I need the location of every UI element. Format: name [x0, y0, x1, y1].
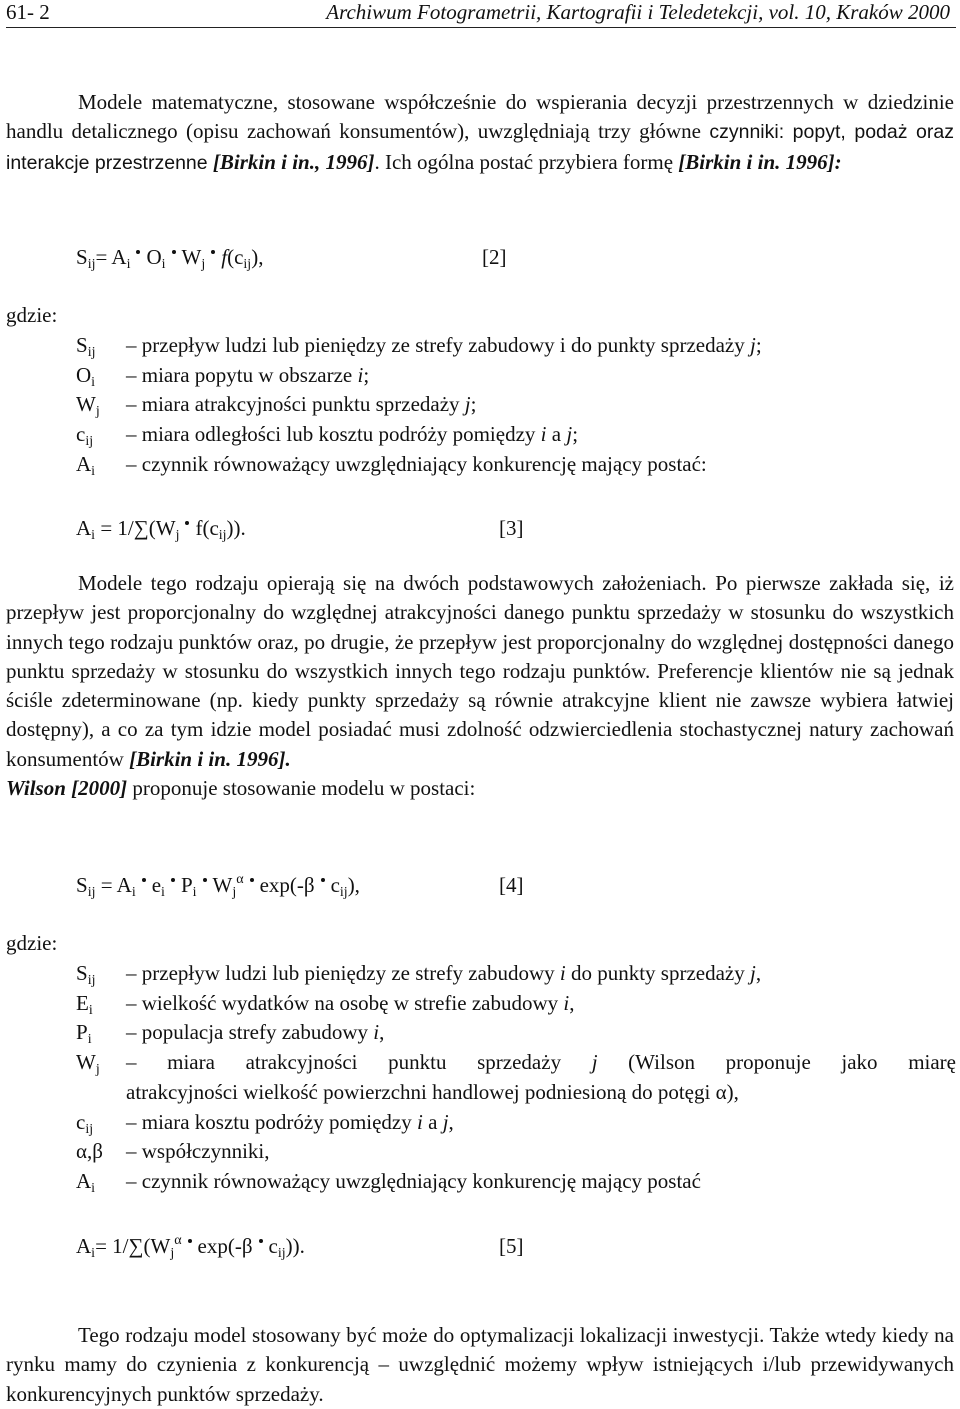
page-number: 61- 2 [6, 0, 50, 24]
equation-number: [4] [499, 873, 524, 897]
equation-number: [5] [499, 1234, 524, 1258]
definition-symbol: α,β [76, 1139, 103, 1164]
intro-text: Modele matematyczne, stosowane współcześnie do wspierania decyzji przestrzennych w dziedzinie handlu detalicznego (opisu zachowań konsumentów), uwzględniają trzy główne [6, 90, 954, 144]
definition-symbol: $c_{ij}$ [76, 422, 94, 450]
equation-number: [2] [482, 245, 507, 269]
body-paragraph: Tego rodzaju model stosowany być może do optymalizacji lokalizacji inwestycji. Także wtedy kiedy na rynku mamy do czynienia z konkurencją – uwzględnić możemy wpływ istniejących i/lub przewidywanych konkurencyjnych punktów sprzedaży. [6, 1323, 954, 1406]
header-rule [6, 27, 956, 28]
equation-5: $A_i= 1/\sum(W_j^\alpha$ exp(-β $c_{ij}$)). [76, 1233, 305, 1261]
definition-symbol: $c_{ij}$ [76, 1109, 94, 1137]
definition-item [76, 420, 956, 450]
definition-symbol: $S_{ij}$ [76, 961, 96, 988]
definition-text: – miara popytu w obszarze i; [126, 362, 370, 387]
equation-2: $S_{ij}= A_i$ $O_i$ $W_j$ $f(c_{ij})$, [76, 245, 264, 272]
equation-3: $A_i = 1/\sum(W_j$ $f(c_{ij})$). [76, 516, 246, 543]
definition-item [76, 1108, 956, 1138]
definition-text: – czynnik równoważący uwzględniający konkurencję mający postać: [126, 451, 707, 476]
where-label: gdzie: [6, 303, 58, 327]
definition-text: – miara atrakcyjności punktu sprzedaży j; [126, 392, 477, 417]
definition-item [76, 1167, 956, 1197]
intro-paragraph [6, 88, 954, 178]
definition-item [76, 1078, 956, 1108]
definition-symbol: $W_j$ [76, 392, 100, 420]
definition-item [76, 1048, 956, 1078]
definition-symbol: $E_i$ [76, 990, 93, 1018]
definition-item [76, 390, 956, 420]
definition-text: – miara odległości lub kosztu podróży pomiędzy i a j; [126, 422, 579, 447]
definition-symbol: $P_i$ [76, 1020, 92, 1048]
citation: Wilson [2000] [6, 776, 128, 801]
where-label: gdzie: [6, 931, 58, 955]
equation-4: $S_{ij} = A_i$ $e_i$ $P_i$ $W_j^\alpha$ exp(-β $c_{ij}$), [76, 872, 360, 900]
definition-item [76, 1137, 956, 1167]
running-header [6, 0, 956, 24]
definition-symbol: $A_i$ [76, 451, 96, 479]
definition-item [76, 450, 956, 480]
definition-symbol: $A_i$ [76, 1168, 96, 1196]
definition-text: – czynnik równoważący uwzględniający konkurencję mający postać [126, 1168, 701, 1193]
definition-symbol: $O_i$ [76, 362, 96, 390]
equation-number: [3] [499, 516, 524, 540]
definition-symbol: $W_j$ [76, 1050, 100, 1078]
definition-item [76, 959, 956, 989]
citation: [Birkin i in. 1996]. [129, 746, 291, 771]
intro-text-sans: czynniki: popyt, podaż oraz interakcje przestrzenne [6, 121, 954, 174]
definition-text: – przepływ ludzi lub pieniędzy ze strefy zabudowy i do punkty sprzedaży j; [126, 333, 762, 357]
definition-text: – populacja strefy zabudowy i, [126, 1020, 385, 1045]
definition-text: – miara atrakcyjności punktu sprzedaży j (Wilson proponuje jako miarę [126, 1050, 956, 1075]
citation: [Birkin i in., 1996] [212, 149, 375, 174]
definition-item [76, 331, 956, 361]
citation: [Birkin i in. 1996]: [678, 149, 842, 174]
journal-title: Archiwum Fotogrametrii, Kartografii i Teledetekcji, vol. 10, Kraków 2000 [326, 0, 950, 24]
intro-text-2: . Ich ogólna postać przybiera formę [374, 149, 679, 174]
definition-text: – wielkość wydatków na osobę w strefie zabudowy i, [126, 990, 575, 1015]
definition-item [76, 1018, 956, 1048]
definition-text: – przepływ ludzi lub pieniędzy ze strefy zabudowy i do punkty sprzedaży j, [126, 961, 762, 985]
definition-text: – współczynniki, [126, 1139, 270, 1164]
body-paragraph: Modele tego rodzaju opierają się na dwóch podstawowych założeniach. Po pierwsze zakłada się, iż przepływ jest proporcjonalny do względnej atrakcyjności danego punktu sprzedaży w stosunku do wszystkich innych tego rodzaju punktów oraz, po drugie, że przepływ jest proporcjonalny do względnej dostępności danego punktu sprzedaży w stosunku do wszystkich innych tego rodzaju punktów. Preferencje klientów nie są jednak ściśle zdeterminowane (np. kiedy punkty sprzedaży są równie atrakcyjne klient nie zawsze wybiera łatwiej dostępny), a co za tym idzie model posiadać musi zdolność odzwierciedlenia stochastycznej natury zachowań konsumentów [Birkin i in. 1996]. Wilson [2000] proponuje stosowanie modelu w postaci: [6, 571, 954, 801]
definition-text: atrakcyjności wielkość powierzchni handlowej podniesioną do potęgi α), [126, 1079, 739, 1104]
definition-text: – miara kosztu podróży pomiędzy i a j, [126, 1109, 454, 1134]
definition-item [76, 989, 956, 1019]
definition-symbol: $S_{ij}$ [76, 333, 96, 360]
definition-item [76, 361, 956, 391]
